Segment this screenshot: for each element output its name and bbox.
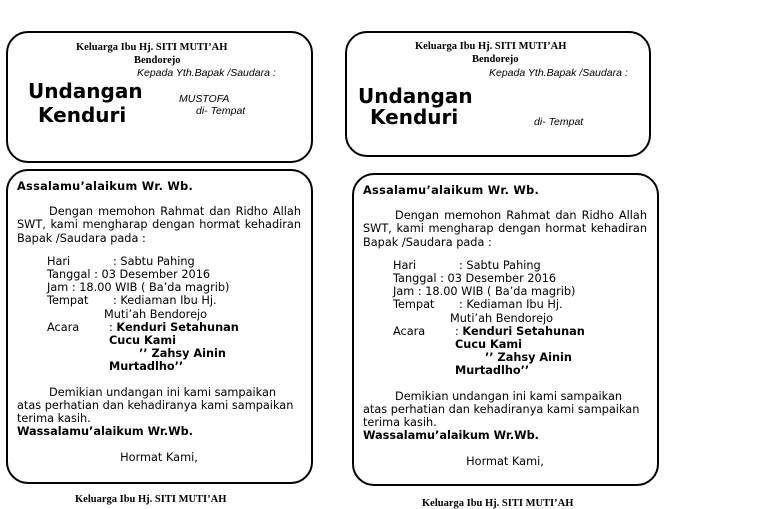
signoff: Hormat Kami, xyxy=(120,451,198,465)
signoff: Hormat Kami, xyxy=(466,455,544,469)
acara-value-2: Cucu Kami xyxy=(109,334,177,348)
tempat-value: : Kediaman Ibu Hj. xyxy=(459,298,563,312)
acara-label: Acara xyxy=(47,320,80,334)
next-card-family-right: Keluarga Ibu Hj. SITI MUTI’AH xyxy=(422,498,574,509)
acara-value-3: ’’ Zahsy Ainin xyxy=(139,347,226,361)
recipient-place: di- Tempat xyxy=(534,116,584,128)
opening-paragraph: Dengan memohon Rahmat dan Ridho Allah SWT, kami mengharap dengan hormat kehadiran Bapak /Saudara pada : xyxy=(17,205,301,245)
acara-value-4: Murtadlho’’ xyxy=(455,364,530,378)
tempat-value-2: Muti’ah Bendorejo xyxy=(450,311,554,325)
greeting: Assalamu’alaikum Wr. Wb. xyxy=(17,180,194,193)
invitation-title-line2: Kenduri xyxy=(38,103,127,127)
acara-label: Acara xyxy=(393,324,426,338)
hari-label: Hari xyxy=(393,258,417,272)
header-card-left xyxy=(6,31,313,163)
family-place: Bendorejo xyxy=(472,54,519,65)
closing-salam: Wassalamu’alaikum Wr.Wb. xyxy=(17,425,193,439)
family-name: Keluarga Ibu Hj. SITI MUTI’AH xyxy=(76,42,228,53)
recipient-place: di- Tempat xyxy=(196,105,246,117)
tempat-value: : Kediaman Ibu Hj. xyxy=(113,294,217,308)
invitation-title-line2: Kenduri xyxy=(370,105,459,129)
closing-paragraph: Demikian undangan ini kami sampaikan atas perhatian dan kehadiranya kami sampaikan terima kasih. xyxy=(363,389,640,430)
acara-value-3: ’’ Zahsy Ainin xyxy=(485,351,572,365)
jam-row: Jam : 18.00 WIB ( Ba’da magrib) xyxy=(393,285,576,299)
tanggal-row: Tanggal : 03 Desember 2016 xyxy=(393,272,557,286)
recipient-prefix: Kepada Yth.Bapak /Saudara : xyxy=(137,67,276,79)
family-place: Bendorejo xyxy=(134,55,181,66)
jam-row: Jam : 18.00 WIB ( Ba’da magrib) xyxy=(47,281,230,295)
hari-label: Hari xyxy=(47,254,71,268)
invitation-title-line1: Undangan xyxy=(358,84,473,108)
event-details: Hari : Sabtu Pahing Tanggal : 03 Desember 2016 Jam : 18.00 WIB ( Ba’da magrib) Tempat : Kediaman Ibu Hj. Muti’ah Bendorejo Acara : Kenduri Setahunan Cucu Kami ’’ Zahsy Ainin Murtadlho’’ xyxy=(393,259,647,378)
letter-body xyxy=(17,180,301,465)
tanggal-row: Tanggal : 03 Desember 2016 xyxy=(47,268,211,282)
event-details: Hari : Sabtu Pahing Tanggal : 03 Desember 2016 Jam : 18.00 WIB ( Ba’da magrib) Tempat : Kediaman Ibu Hj. Muti’ah Bendorejo Acara : Kenduri Setahunan Cucu Kami ’’ Zahsy Ainin Murtadlho’’ xyxy=(47,255,301,374)
recipient-name: MUSTOFA xyxy=(179,93,230,105)
recipient-prefix: Kepada Yth.Bapak /Saudara : xyxy=(489,67,628,79)
acara-value-1: Kenduri Setahunan xyxy=(116,320,239,334)
hari-value: : Sabtu Pahing xyxy=(113,254,195,268)
tempat-value-2: Muti’ah Bendorejo xyxy=(104,307,208,321)
greeting: Assalamu’alaikum Wr. Wb. xyxy=(363,184,540,197)
invitation-title-line1: Undangan xyxy=(28,79,143,103)
closing-paragraph: Demikian undangan ini kami sampaikan atas perhatian dan kehadiranya kami sampaikan terima kasih. xyxy=(17,385,294,426)
closing-salam: Wassalamu’alaikum Wr.Wb. xyxy=(363,429,539,443)
acara-value-2: Cucu Kami xyxy=(455,338,523,352)
hari-value: : Sabtu Pahing xyxy=(459,258,541,272)
letter-card-right xyxy=(352,173,659,486)
acara-value-1: Kenduri Setahunan xyxy=(462,324,585,338)
family-name: Keluarga Ibu Hj. SITI MUTI’AH xyxy=(415,41,567,52)
acara-value-4: Murtadlho’’ xyxy=(109,360,184,374)
opening-paragraph: Dengan memohon Rahmat dan Ridho Allah SWT, kami mengharap dengan hormat kehadiran Bapak /Saudara pada : xyxy=(363,209,647,249)
tempat-label: Tempat xyxy=(47,294,89,308)
next-card-family-left: Keluarga Ibu Hj. SITI MUTI’AH xyxy=(75,494,227,505)
letter-body xyxy=(363,184,647,469)
letter-card-left xyxy=(6,169,313,484)
header-card-right xyxy=(345,31,651,157)
tempat-label: Tempat xyxy=(393,298,435,312)
